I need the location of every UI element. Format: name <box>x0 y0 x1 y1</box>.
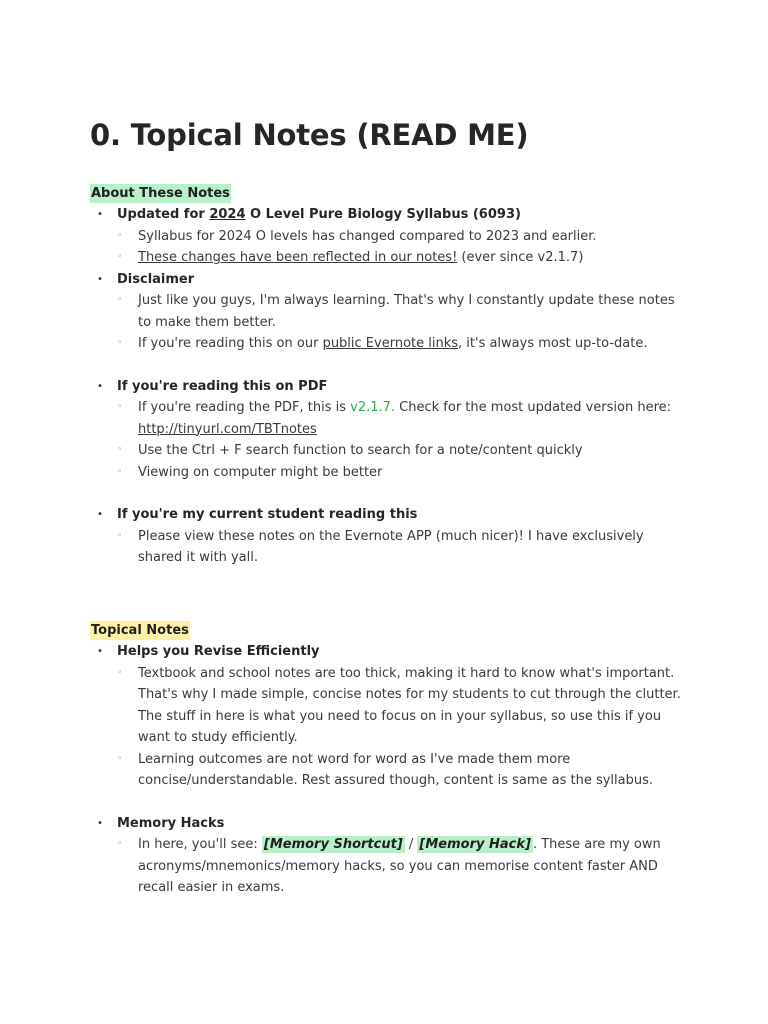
bullet-icon: • <box>97 273 103 285</box>
list-item <box>90 269 690 355</box>
list-item <box>90 641 690 792</box>
list-item: ◦ Syllabus for 2024 O levels has changed compared to 2023 and earlier. <box>90 226 690 248</box>
list-item: ◦ Textbook and school notes are too thick, making it hard to know what's important. That's why I made simple, concise notes for my students to cut through the clutter. The stuff in here is what you need to focus on in your syllabus, so use this if you want to study efficiently. <box>90 663 690 749</box>
memory-hacks-label: Memory Hacks <box>117 815 225 831</box>
bullet-icon: ◦ <box>117 252 123 262</box>
disclaimer-label: Disclaimer <box>117 271 195 287</box>
list-item: ◦ Viewing on computer might be better <box>90 462 690 484</box>
bullet-icon: ◦ <box>117 338 123 348</box>
list-item: ◦ If you're reading the PDF, this is v2.1.7. Check for the most updated version here: http://tinyurl.com/TBTnotes <box>90 397 690 440</box>
bullet-icon: • <box>97 380 103 392</box>
bullet-icon: • <box>97 209 103 220</box>
list-item: ◦ Learning outcomes are not word for word as I've made them more concise/understandable. Rest assured though, content is same as the syllabus. <box>90 749 690 792</box>
bullet-icon: • <box>97 817 103 829</box>
bullet-icon: ◦ <box>117 230 123 241</box>
list-item: • Updated for 2024 O Level Pure Biology Syllabus (6093) ◦ Syllabus for 2024 O levels has changed compared to 2023 and earlier. ◦ These changes have been reflected in our notes! (ever since v2.1.7) <box>90 204 690 269</box>
bullet-icon: ◦ <box>117 530 123 541</box>
tinyurl-link[interactable]: http://tinyurl.com/TBTnotes <box>138 421 317 437</box>
changes-link[interactable]: These changes have been reflected in our notes! <box>138 250 458 265</box>
bullet-icon: ◦ <box>117 839 123 849</box>
bullet-icon: ◦ <box>117 667 123 678</box>
list-item: ◦ In here, you'll see: [Memory Shortcut] / [Memory Hack] . These are my own acronyms/mnemonics/memory hacks, so you can memorise content faster AND recall easier in exams. <box>90 834 690 899</box>
memory-shortcut-tag: [Memory Shortcut] <box>263 837 403 852</box>
list-item: ◦ If you're reading this on our public Evernote links, it's always most up-to-date. <box>90 333 690 355</box>
bullet-icon: ◦ <box>117 466 123 477</box>
topical-heading: Topical Notes <box>91 623 189 638</box>
about-section <box>90 181 690 569</box>
bullet-icon: ◦ <box>117 753 123 764</box>
bullet-icon: • <box>97 509 103 520</box>
bullet-icon: ◦ <box>117 295 123 305</box>
memory-hack-tag: [Memory Hack] <box>419 837 531 852</box>
list-item: ◦ Just like you guys, I'm always learning. That's why I constantly update these notes to make them better. <box>90 290 690 333</box>
list-item: ◦ Please view these notes on the Evernote APP (much nicer)! I have exclusively shared it with yall. <box>90 526 690 569</box>
version-text: v2.1.7. <box>350 400 396 415</box>
list-item <box>90 813 690 899</box>
topical-section <box>90 618 690 899</box>
student-label: If you're my current student reading this <box>117 507 418 522</box>
revise-label: Helps you Revise Efficiently <box>117 644 320 659</box>
list-item <box>90 504 690 569</box>
bullet-icon: ◦ <box>117 402 123 412</box>
about-heading: About These Notes <box>91 186 230 201</box>
bullet-icon: • <box>97 646 103 657</box>
list-item: ◦ These changes have been reflected in our notes! (ever since v2.1.7) <box>90 247 690 269</box>
list-item: ◦ Use the Ctrl + F search function to search for a note/content quickly <box>90 440 690 462</box>
page-title: 0. Topical Notes (READ ME) <box>90 118 529 152</box>
bullet-icon: ◦ <box>117 445 123 455</box>
pdf-label: If you're reading this on PDF <box>117 378 328 394</box>
year-text: 2024 <box>209 207 246 222</box>
list-item <box>90 376 690 484</box>
evernote-links-link[interactable]: public Evernote links <box>322 336 459 351</box>
